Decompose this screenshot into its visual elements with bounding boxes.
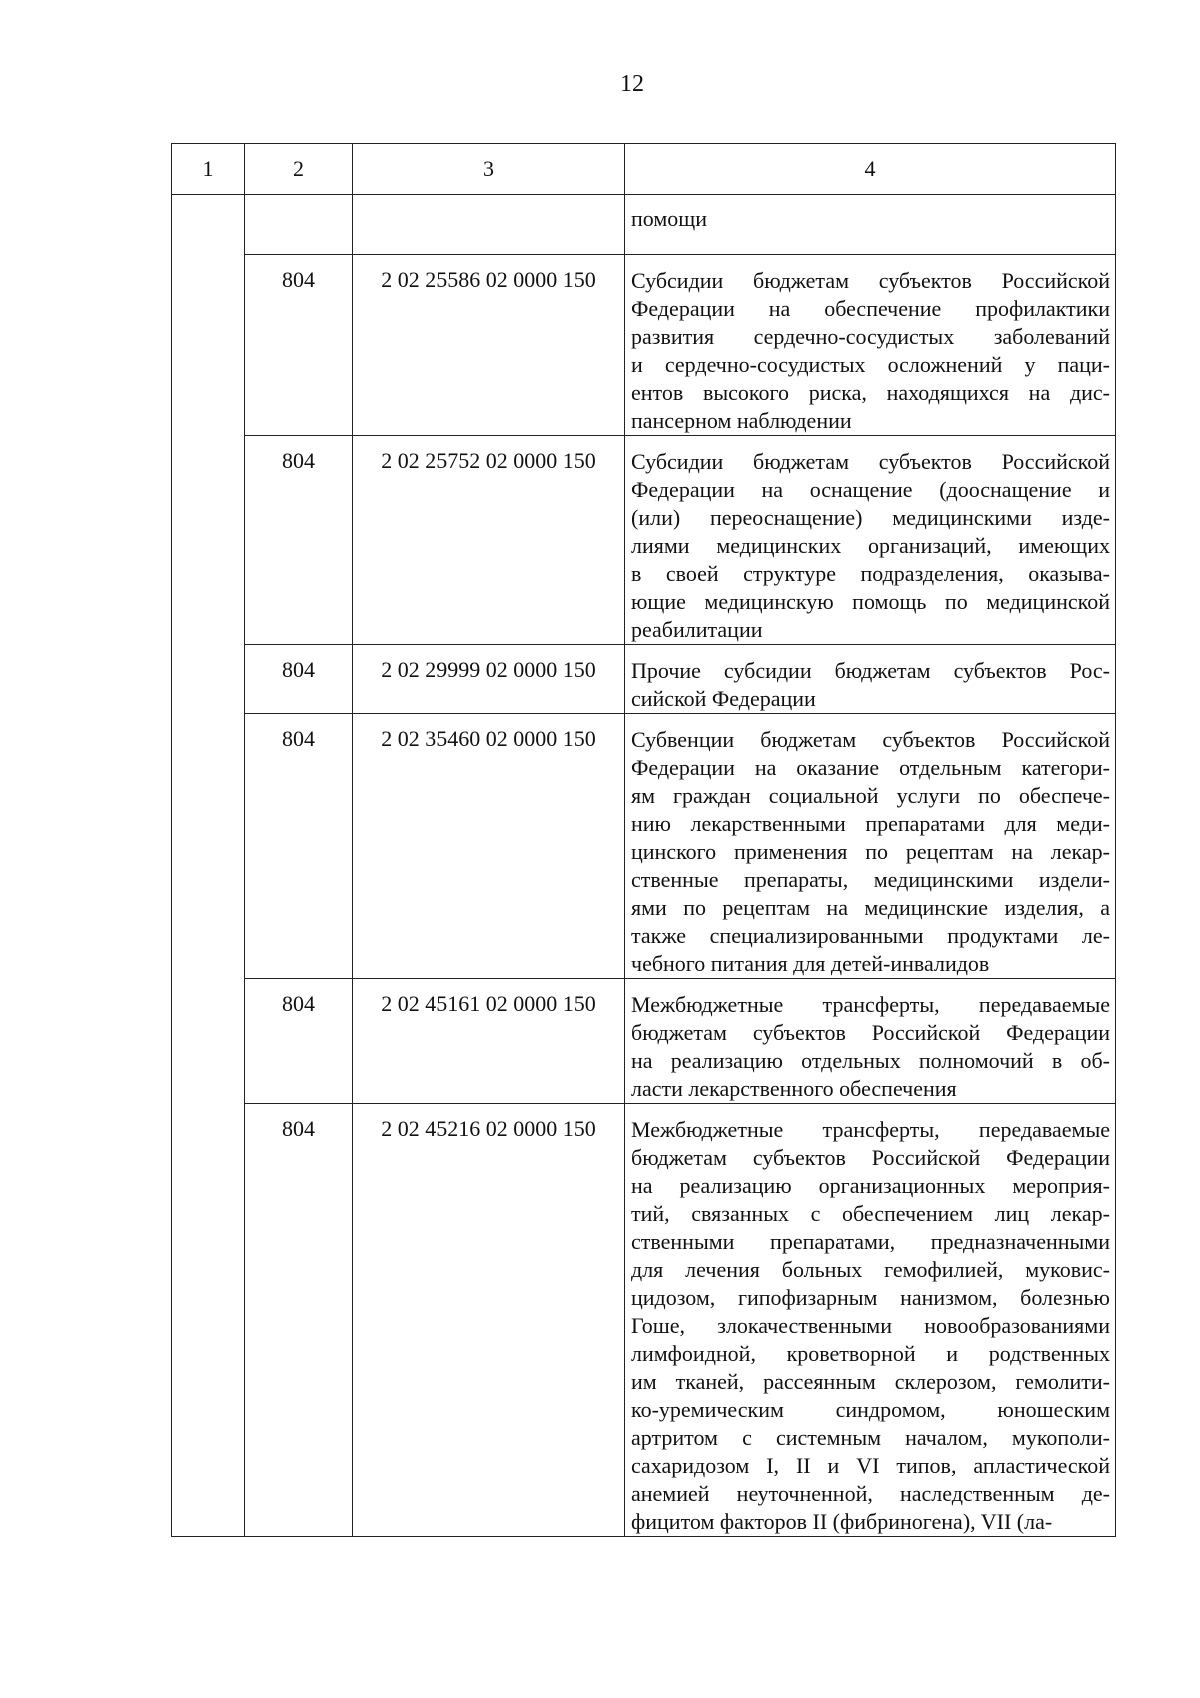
budget-classification-code-cell: 2 02 25586 02 0000 150 <box>353 255 625 436</box>
description-cell <box>625 645 1116 714</box>
description-line: цидозом, гипофизарным нанизмом, болезнью <box>631 1285 1110 1310</box>
table-row <box>172 436 1116 645</box>
description-line: ственные препараты, медицинскими издели- <box>631 867 1110 892</box>
budget-classification-code-cell: 2 02 45216 02 0000 150 <box>353 1104 625 1537</box>
description-line: цинского применения по рецептам на лекар- <box>631 839 1110 864</box>
description-line: Межбюджетные трансферты, передаваемые <box>631 1117 1110 1142</box>
description-cell <box>625 255 1116 436</box>
description-line: Субвенции бюджетам субъектов Российской <box>631 727 1110 752</box>
description-line: ям граждан социальной услуги по обеспече- <box>631 783 1110 808</box>
merged-empty-cell <box>172 195 245 1537</box>
description-line: (или) переоснащение) медицинскими изде- <box>631 505 1110 530</box>
description-line: на реализацию организационных мероприя- <box>631 1173 1110 1198</box>
table-row <box>172 714 1116 979</box>
admin-code-cell: 804 <box>245 255 353 436</box>
description-line: бюджетам субъектов Российской Федерации <box>631 1020 1110 1045</box>
page-number: 12 <box>620 71 644 97</box>
description-line: тий, связанных с обеспечением лиц лекар- <box>631 1201 1110 1226</box>
description-line: реабилитации <box>631 617 763 642</box>
description-line: анемией неуточненной, наследственным де- <box>631 1481 1110 1506</box>
description-line: ентов высокого риска, находящихся на дис- <box>631 380 1110 405</box>
header-col-3: 3 <box>353 144 625 195</box>
description-line: Федерации на оказание отдельным категори- <box>631 755 1110 780</box>
budget-classification-code-cell: 2 02 29999 02 0000 150 <box>353 645 625 714</box>
description-cell <box>625 714 1116 979</box>
admin-cell-empty <box>245 195 353 255</box>
description-line: сийской Федерации <box>631 686 816 711</box>
description-line: бюджетам субъектов Российской Федерации <box>631 1145 1110 1170</box>
description-line: Гоше, злокачественными новообразованиями <box>631 1313 1110 1338</box>
description-cell <box>625 979 1116 1104</box>
description-cell <box>625 436 1116 645</box>
description-cell <box>625 1104 1116 1537</box>
code-cell-empty <box>353 195 625 255</box>
description-line: ласти лекарственного обеспечения <box>631 1076 957 1101</box>
budget-classification-code-cell: 2 02 35460 02 0000 150 <box>353 714 625 979</box>
description-line: Федерации на обеспечение профилактики <box>631 296 1110 321</box>
description-line: им тканей, рассеянным склерозом, гемолити- <box>631 1369 1110 1394</box>
description-line: Межбюджетные трансферты, передаваемые <box>631 992 1110 1017</box>
budget-classification-code-cell: 2 02 25752 02 0000 150 <box>353 436 625 645</box>
description-line: ственными препаратами, предназначенными <box>631 1229 1110 1254</box>
table-row <box>172 645 1116 714</box>
description-line: также специализированными продуктами ле- <box>631 923 1110 948</box>
admin-code-cell: 804 <box>245 1104 353 1537</box>
description-line: Субсидии бюджетам субъектов Российской <box>631 449 1110 474</box>
header-col-4: 4 <box>625 144 1116 195</box>
description-line: помощи <box>631 206 707 231</box>
description-line: Федерации на оснащение (дооснащение и <box>631 477 1110 502</box>
budget-classification-code-cell: 2 02 45161 02 0000 150 <box>353 979 625 1104</box>
header-col-1: 1 <box>172 144 245 195</box>
description-line: ко-уремическим синдромом, юношеским <box>631 1397 1110 1422</box>
description-line: ями по рецептам на медицинские изделия, а <box>631 895 1110 920</box>
table-row <box>172 1104 1116 1537</box>
description-line: артритом с системным началом, мукополи- <box>631 1425 1110 1450</box>
description-line: лиями медицинских организаций, имеющих <box>631 533 1110 558</box>
description-line: и сердечно-сосудистых осложнений у паци- <box>631 352 1110 377</box>
description-line: Субсидии бюджетам субъектов Российской <box>631 268 1110 293</box>
description-line: чебного питания для детей-инвалидов <box>631 951 990 976</box>
description-line: для лечения больных гемофилией, муковис- <box>631 1257 1110 1282</box>
description-line: на реализацию отдельных полномочий в об- <box>631 1048 1110 1073</box>
description-line: нию лекарственными препаратами для меди- <box>631 811 1110 836</box>
description-line: пансерном наблюдении <box>631 408 852 433</box>
description-line: Прочие субсидии бюджетам субъектов Рос- <box>631 658 1110 683</box>
description-line: сахаридозом I, II и VI типов, апластической <box>631 1453 1110 1478</box>
description-line: ющие медицинскую помощь по медицинской <box>631 589 1110 614</box>
admin-code-cell: 804 <box>245 436 353 645</box>
description-line: лимфоидной, кроветворной и родственных <box>631 1341 1110 1366</box>
admin-code-cell: 804 <box>245 979 353 1104</box>
admin-code-cell: 804 <box>245 645 353 714</box>
description-line: развития сердечно-сосудистых заболеваний <box>631 324 1110 349</box>
description-line: в своей структуре подразделения, оказыва- <box>631 561 1110 586</box>
header-col-2: 2 <box>245 144 353 195</box>
budget-revenue-table <box>171 143 1116 1537</box>
description-cell <box>625 195 1116 255</box>
description-line: фицитом факторов II (фибриногена), VII (ла- <box>631 1509 1053 1534</box>
table-header-row <box>172 144 1116 195</box>
table-row <box>172 979 1116 1104</box>
table-row <box>172 255 1116 436</box>
table-row-continuation <box>172 195 1116 255</box>
admin-code-cell: 804 <box>245 714 353 979</box>
